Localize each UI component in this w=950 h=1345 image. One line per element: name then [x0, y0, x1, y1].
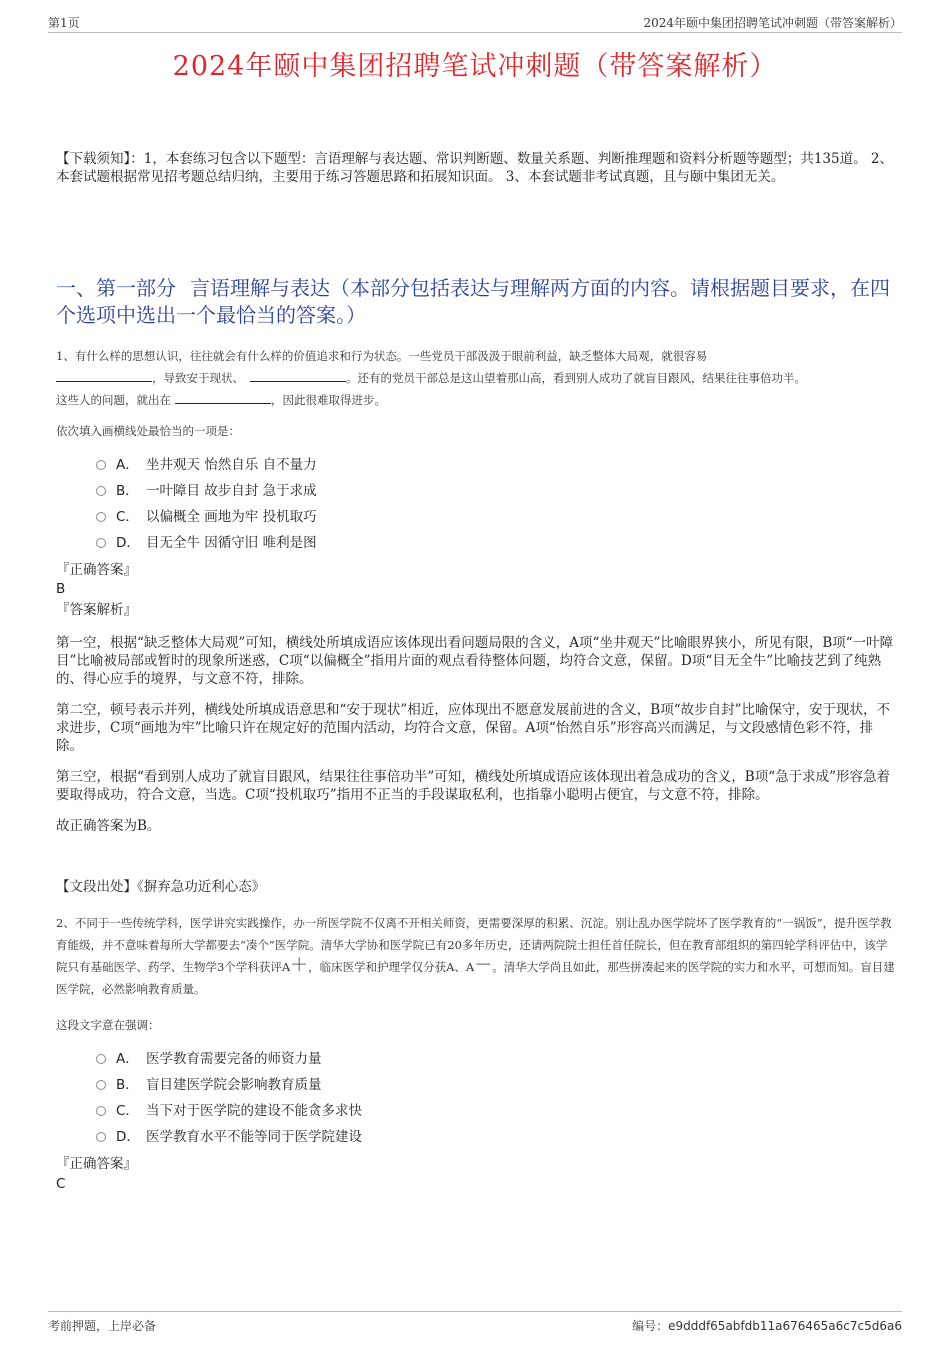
q1-stem-part-4: 这些人的问题，就出在 [56, 393, 171, 407]
option-text: 当下对于医学院的建设不能贪多求快 [146, 1103, 362, 1119]
option-d[interactable] [96, 1124, 362, 1150]
download-notice: 【下载须知】：1，本套练习包含以下题型：言语理解与表达题、常识判断题、数量关系题、判断推理题和资料分析题等题型；共135道。 2、本套试题根据常见招考题总结归纳，主要用于练习答题思路和拓展知识面。 3、本套试题非考试真题，且与颐中集团无关。 [56, 151, 893, 185]
q1-stem-part-3: 。还有的党员干部总是这山望着那山高，看到别人成功了就盲目跟风，结果往往事倍功半。 [346, 371, 806, 385]
option-b[interactable] [96, 1072, 362, 1098]
fill-blank-3 [175, 391, 271, 404]
section-heading [56, 275, 898, 329]
option-b[interactable] [96, 478, 317, 504]
option-a[interactable] [96, 452, 317, 478]
correct-answer: B [56, 581, 66, 597]
q1-stem-part-5: ，因此很难取得进步。 [271, 393, 386, 407]
option-key: A． [116, 457, 139, 473]
radio-icon[interactable] [96, 460, 106, 470]
code-value: e9dddf65abfdb11a676465a6c7c5d6a6 [668, 1319, 902, 1333]
option-key: D． [116, 535, 140, 551]
q2-stem-part-2: 长，但在教育部组织的第四轮学科评估中，该学院只有基础医学、药学、生物学3个学科获评A [56, 938, 888, 974]
q2-stem-part-5: 学尚且如此，那些拼凑起来的医学院的实力和水平，可想而知。盲目建医学院，必然影响教育质量。 [56, 960, 895, 996]
radio-icon[interactable] [96, 1106, 106, 1116]
option-text: 以偏概全 画地为牢 投机取巧 [146, 509, 317, 525]
analysis-paragraph: 第二空，顿号表示并列，横线处所填成语意思和“安于现状”相近，应体现出不愿意发展前进的含义，B项“故步自封”比喻保守，安于现状，不求进步，C项“画地为牢”比喻只许在规定好的范围内活动，均符合文意，保留。A项“怡然自乐”形容高兴而满足，与文段感情色彩不符，排除。 [56, 702, 891, 754]
plus-sign: ＋ [290, 955, 309, 976]
answer-label: 『正确答案』 [56, 562, 137, 578]
question-2-options [96, 1046, 362, 1150]
q2-stem-part-1: 2、不同于一些传统学科，医学讲究实践操作，办一所医学院不仅离不开相关师资，更需要深厚的积累、沉淀。别让乱办医学院坏了医学教育的“一锅饭”，提升医学教育能级，并不意味着每所大学都要去“凑个”医学院。清华大学协和医学院已有20多年历史，还请两院院士担任首任院 [56, 916, 892, 952]
radio-icon[interactable] [96, 1080, 106, 1090]
footer-slogan: 考前押题，上岸必备 [48, 1319, 157, 1333]
question-2-prompt: 这段文字意在强调： [56, 1018, 160, 1032]
question-1-prompt: 依次填入画横线处最恰当的一项是： [56, 424, 240, 438]
page-title: 2024年颐中集团招聘笔试冲刺题（带答案解析） [172, 51, 778, 82]
analysis-paragraph: 第一空，根据“缺乏整体大局观”可知，横线处所填成语应该体现出看问题局限的含义，A项“坐井观天”比喻眼界狭小，所见有限，B项“一叶障目”比喻被局部或暂时的现象所迷惑，C项“以偏概全”指用片面的观点看待整体问题，均符合文意，保留。D项“目无全牛”比喻技艺到了纯熟的、得心应手的境界，与文意不符，排除。 [56, 635, 894, 687]
answer-label: 『正确答案』 [56, 1156, 137, 1172]
fill-blank-2 [250, 369, 346, 382]
page-header [48, 14, 902, 33]
option-a[interactable] [96, 1046, 362, 1072]
option-key: C． [116, 1103, 139, 1119]
correct-answer: C [56, 1176, 66, 1192]
option-text: 盲目建医学院会影响教育质量 [146, 1077, 322, 1093]
radio-icon[interactable] [96, 1132, 106, 1142]
page-footer [48, 1311, 902, 1332]
passage-source: 【文段出处】《摒弃急功近利心态》 [56, 879, 266, 895]
option-text: 坐井观天 怡然自乐 自不量力 [146, 457, 317, 473]
code-label: 编号： [632, 1319, 669, 1333]
minus-sign: － [474, 955, 493, 976]
q2-stem-part-3: ，临床医学和护理学仅分获A、A [308, 960, 475, 974]
option-text: 目无全牛 因循守旧 唯利是图 [146, 535, 317, 551]
page-number: 第1页 [48, 16, 80, 30]
option-text: 一叶障目 故步自封 急于求成 [146, 483, 317, 499]
option-text: 医学教育需要完备的师资力量 [146, 1051, 322, 1067]
question-1-options [96, 452, 317, 556]
option-key: B． [116, 1077, 139, 1093]
option-text: 医学教育水平不能等同于医学院建设 [146, 1129, 362, 1145]
analysis-conclusion: 故正确答案为B。 [56, 818, 161, 834]
option-key: C． [116, 509, 139, 525]
q1-stem-part-1: 1、有什么样的思想认识，往往就会有什么样的价值追求和行为状态。一些党员干部汲汲于眼前利益，缺乏整体大局观，就很容易 [56, 349, 708, 363]
question-2-stem [56, 912, 898, 1000]
option-key: D． [116, 1129, 140, 1145]
section-text: 言语理解与表达（本部分包括表达与理解两方面的内容。请根据题目要求，在四个选项中选出一个最恰当的答案。） [56, 276, 890, 327]
fill-blank-1 [56, 369, 152, 382]
question-1-stem [56, 345, 898, 411]
header-doc-title: 2024年颐中集团招聘笔试冲刺题（带答案解析） [643, 16, 902, 30]
radio-icon[interactable] [96, 1054, 106, 1064]
option-c[interactable] [96, 1098, 362, 1124]
analysis-label: 『答案解析』 [56, 602, 137, 618]
option-key: A． [116, 1051, 139, 1067]
option-key: B． [116, 483, 139, 499]
radio-icon[interactable] [96, 538, 106, 548]
section-part: 一、第一部分 [56, 276, 176, 300]
document-code [632, 1317, 902, 1334]
option-d[interactable] [96, 530, 317, 556]
q1-stem-part-2: ，导致安于现状、 [152, 371, 244, 385]
analysis-paragraph: 第三空，根据“看到别人成功了就盲目跟风，结果往往事倍功半”可知，横线处所填成语应该体现出着急成功的含义，B项“急于求成”形容急着要取得成功，符合文意，当选。C项“投机取巧”指用不正当的手段谋取私利，也指靠小聪明占便宜，与文意不符，排除。 [56, 769, 891, 803]
option-c[interactable] [96, 504, 317, 530]
radio-icon[interactable] [96, 512, 106, 522]
analysis-body [56, 634, 898, 848]
q2-stem-part-4: 。清华大 [492, 960, 539, 974]
radio-icon[interactable] [96, 486, 106, 496]
